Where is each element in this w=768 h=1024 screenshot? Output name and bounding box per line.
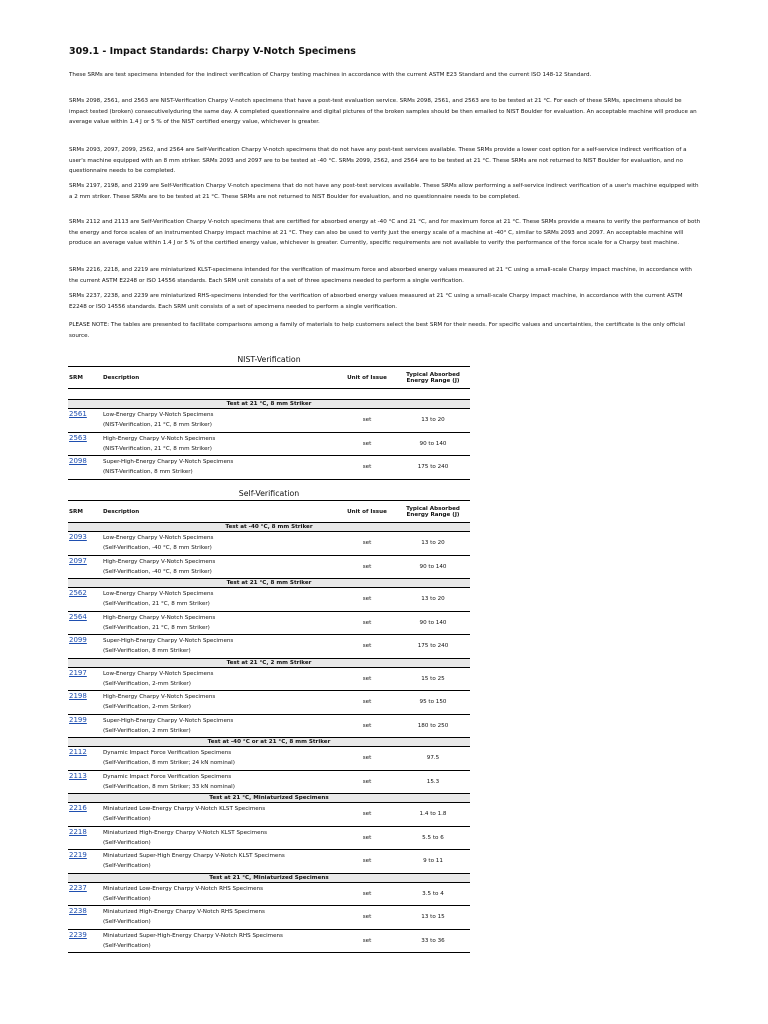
description-text: High-Energy Charpy V-Notch Specimens — [103, 614, 216, 621]
srm-column-header: SRM — [68, 367, 102, 389]
description-text: Super-High-Energy Charpy V-Notch Specimens — [103, 717, 234, 724]
intro-paragraph: These SRMs are test specimens intended for the indirect verification of Charpy testing machines in accordance with the current ASTM E23 Standard and the current ISO 148-12 Standard. — [69, 72, 592, 78]
description-text: Super-High-Energy Charpy V-Notch Specimens — [103, 638, 234, 645]
srm-link-2218[interactable]: 2218 — [69, 827, 87, 836]
energy-range-cell: 90 to 140 — [396, 432, 470, 456]
description-text: Low-Energy Charpy V-Notch Specimens — [103, 535, 214, 542]
description-cell — [102, 826, 338, 850]
description-column-header: Description — [102, 501, 338, 523]
unit-cell: set — [338, 409, 396, 433]
srm-cell — [68, 906, 102, 930]
unit-cell: set — [338, 432, 396, 456]
description-cell — [102, 691, 338, 715]
description-text: Miniaturized Super-High-Energy Charpy V-Notch RHS Specimens — [103, 932, 283, 939]
description-cell — [102, 714, 338, 738]
description-subtext: (Self-Verification, -40 °C, 8 mm Striker) — [103, 568, 212, 575]
description-subtext: (Self-Verification) — [103, 839, 151, 846]
please-note-paragraph: PLEASE NOTE: The tables are presented to facilitate comparisons among a family of materials to help customers select the best SRM for their needs. For specific values and uncertainties, the certificate is the only official source. — [69, 322, 685, 339]
rhs-paragraph: SRMs 2237, 2238, and 2239 are miniaturized RHS-specimens intended for the verification of absorbed energy values measured at 21 °C using a small-scale Charpy impact machine, in accordance with the current ASTM E2248 or ISO 14556 standards. Each SRM unit consists of a set of specimens needed to perform a single verification. — [69, 293, 683, 310]
description-subtext: (Self-Verification) — [103, 816, 151, 823]
srm-link-2112[interactable]: 2112 — [69, 748, 87, 756]
group-label: Test at 21 °C, 2 mm Striker — [68, 658, 470, 667]
description-text: Low-Energy Charpy V-Notch Specimens — [103, 670, 214, 677]
table-row — [68, 456, 470, 480]
table-row — [68, 714, 470, 738]
srm-link-2563[interactable]: 2563 — [69, 433, 87, 442]
energy-column-header: Typical Absorbed Energy Range (J) — [396, 501, 470, 523]
table-row — [68, 409, 470, 433]
table-row — [68, 826, 470, 850]
table-row — [68, 532, 470, 556]
srm-link-2097[interactable]: 2097 — [69, 556, 87, 565]
energy-range-cell: 13 to 20 — [396, 532, 470, 556]
energy-range-cell: 3.5 to 4 — [396, 882, 470, 906]
description-subtext: (NIST-Verification, 21 °C, 8 mm Striker) — [103, 422, 212, 429]
description-cell — [102, 456, 338, 480]
description-cell — [102, 555, 338, 579]
description-cell — [102, 803, 338, 827]
description-subtext: (Self-Verification, 21 °C, 8 mm Striker) — [103, 601, 210, 608]
group-header-row — [68, 523, 470, 532]
srm-link-2093[interactable]: 2093 — [69, 533, 87, 541]
energy-range-cell: 13 to 20 — [396, 409, 470, 433]
unit-cell: set — [338, 850, 396, 874]
group-label: Test at -40 °C, 8 mm Striker — [68, 523, 470, 532]
description-text: Low-Energy Charpy V-Notch Specimens — [103, 412, 214, 419]
srm-link-2199[interactable]: 2199 — [69, 715, 87, 724]
description-cell — [102, 770, 338, 794]
group-header-row — [68, 873, 470, 882]
table-row — [68, 906, 470, 930]
description-cell — [102, 409, 338, 433]
energy-range-cell: 180 to 250 — [396, 714, 470, 738]
description-text: Miniaturized High-Energy Charpy V-Notch KLST Specimens — [103, 829, 268, 836]
description-text: Super-High-Energy Charpy V-Notch Specimens — [103, 459, 234, 466]
description-subtext: (Self-Verification, 8 mm Striker; 24 kN nominal) — [103, 760, 235, 767]
srm-cell — [68, 456, 102, 480]
srm-cell — [68, 409, 102, 433]
energy-range-cell: 13 to 20 — [396, 588, 470, 612]
srm-link-2113[interactable]: 2113 — [69, 771, 87, 780]
energy-range-cell: 97.5 — [396, 747, 470, 771]
nist-verification-table-block — [68, 354, 470, 480]
group-label: Test at 21 °C, 8 mm Striker — [68, 579, 470, 588]
nist-verification-paragraph: SRMs 2098, 2561, and 2563 are NIST-Verification Charpy V-notch specimens that have a post-test evaluation service. SRMs 2098, 2561, and 2563 are to be tested at 21 °C. For each of these SRMs, specimens should be impact tested (broken) consecutivelyduring the same day. A completed questionnaire and digital pictures of the broken samples should be then emailed to NIST Boulder for evaluation. An acceptable machine will produce an average value within 1.4 J or 5 % of the NIST certified energy value, whichever is greater. — [69, 98, 697, 126]
unit-cell: set — [338, 611, 396, 635]
unit-cell: set — [338, 803, 396, 827]
description-subtext: (Self-Verification) — [103, 919, 151, 926]
group-header-row — [68, 400, 470, 409]
unit-cell: set — [338, 691, 396, 715]
energy-range-cell: 15.3 — [396, 770, 470, 794]
unit-cell: set — [338, 555, 396, 579]
description-text: Miniaturized Low-Energy Charpy V-Notch RHS Specimens — [103, 885, 264, 892]
description-text: Dynamic Impact Force Verification Specimens — [103, 750, 232, 757]
unit-column-header: Unit of Issue — [338, 501, 396, 523]
energy-range-cell: 9 to 11 — [396, 850, 470, 874]
description-cell — [102, 906, 338, 930]
description-text: Dynamic Impact Force Verification Specimens — [103, 773, 232, 780]
srm-link-2098[interactable]: 2098 — [69, 457, 87, 465]
description-text: High-Energy Charpy V-Notch Specimens — [103, 435, 216, 442]
description-subtext: (Self-Verification, 8 mm Striker) — [103, 648, 191, 655]
unit-cell: set — [338, 906, 396, 930]
table-spacer-row — [68, 389, 470, 400]
description-text: Miniaturized Super-High Energy Charpy V-Notch KLST Specimens — [103, 853, 285, 860]
description-subtext: (NIST-Verification, 8 mm Striker) — [103, 469, 193, 476]
description-cell — [102, 667, 338, 691]
srm-cell — [68, 588, 102, 612]
unit-cell: set — [338, 770, 396, 794]
unit-column-header: Unit of Issue — [338, 367, 396, 389]
table-row — [68, 850, 470, 874]
table-row — [68, 555, 470, 579]
self-verification-table — [68, 500, 470, 953]
srm-cell — [68, 850, 102, 874]
description-text: High-Energy Charpy V-Notch Specimens — [103, 694, 216, 701]
srm-cell — [68, 770, 102, 794]
srm-cell — [68, 747, 102, 771]
description-subtext: (Self-Verification, 2-mm Striker) — [103, 704, 191, 711]
description-cell — [102, 882, 338, 906]
table-row — [68, 611, 470, 635]
unit-cell: set — [338, 667, 396, 691]
energy-range-cell: 1.4 to 1.8 — [396, 803, 470, 827]
description-text: Low-Energy Charpy V-Notch Specimens — [103, 591, 214, 598]
table-row — [68, 929, 470, 953]
self-verification-2mm-paragraph: SRMs 2197, 2198, and 2199 are Self-Verification Charpy V-notch specimens that do not have any post-test services available. These SRMs allow performing a self-service indirect verification of a user's machine equipped with a 2 mm striker. These SRMs are to be tested at 21 °C. These SRMs are not returned to NIST Boulder for evaluation, and no questionnaire needs to be completed. — [69, 183, 699, 200]
srm-cell — [68, 714, 102, 738]
srm-link-2239[interactable]: 2239 — [69, 930, 87, 939]
description-subtext: (Self-Verification, -40 °C, 8 mm Striker) — [103, 545, 212, 552]
description-subtext: (Self-Verification) — [103, 895, 151, 902]
description-text: Miniaturized High-Energy Charpy V-Notch RHS Specimens — [103, 909, 265, 916]
srm-cell — [68, 635, 102, 659]
description-cell — [102, 929, 338, 953]
description-cell — [102, 635, 338, 659]
self-verification-8mm-paragraph: SRMs 2093, 2097, 2099, 2562, and 2564 are Self-Verification Charpy V-notch specimens that do not have any post-test services available. These SRMs provide a lower cost option for a self-service indirect verification of a user's machine equipped with an 8 mm striker. SRMs 2093 and 2097 are to be tested at -40 °C. SRMs 2099, 2562, and 2564 are to be tested at 21 °C. These SRMs are not returned to NIST Boulder for evaluation, and no questionnaire needs to be completed. — [69, 147, 687, 175]
unit-cell: set — [338, 532, 396, 556]
description-cell — [102, 747, 338, 771]
description-subtext: (Self-Verification, 21 °C, 8 mm Striker) — [103, 624, 210, 631]
srm-link-2564[interactable]: 2564 — [69, 612, 87, 621]
srm-cell — [68, 929, 102, 953]
energy-range-cell: 5.5 to 6 — [396, 826, 470, 850]
table-header-row — [68, 501, 470, 523]
unit-cell: set — [338, 882, 396, 906]
group-label: Test at -40 °C or at 21 °C, 8 mm Striker — [68, 738, 470, 747]
srm-link-2238[interactable]: 2238 — [69, 907, 87, 915]
self-table-title: Self-Verification — [238, 489, 300, 498]
self-verification-table-block — [68, 488, 470, 953]
description-cell — [102, 588, 338, 612]
energy-column-header: Typical Absorbed Energy Range (J) — [396, 367, 470, 389]
description-subtext: (Self-Verification, 2-mm Striker) — [103, 680, 191, 687]
force-verification-paragraph: SRMs 2112 and 2113 are Self-Verification Charpy V-notch specimens that are certified for absorbed energy at -40 °C and 21 °C, and for maximum force at 21 °C. These SRMs provide a means to verify the performance of both the energy and force scales of an instrumented Charpy impact machine at 21 °C. They can also be used to verify just the energy scale of a machine at -40° C, similar to SRMs 2093 and 2097. An acceptable machine will produce an average value within 1.4 J or 5 % of the certified energy value, whichever is greater. Currently, specific requirements are not available to verify the performance of the force scale for a Charpy test machine. — [69, 219, 701, 247]
table-row — [68, 747, 470, 771]
table-row — [68, 803, 470, 827]
unit-cell: set — [338, 714, 396, 738]
table-row — [68, 770, 470, 794]
description-cell — [102, 850, 338, 874]
description-text: Miniaturized Low-Energy Charpy V-Notch KLST Specimens — [103, 806, 266, 813]
description-cell — [102, 611, 338, 635]
srm-cell — [68, 803, 102, 827]
srm-cell — [68, 432, 102, 456]
energy-range-cell: 15 to 25 — [396, 667, 470, 691]
unit-cell: set — [338, 747, 396, 771]
group-label: Test at 21 °C, 8 mm Striker — [68, 400, 470, 409]
srm-cell — [68, 611, 102, 635]
table-row — [68, 635, 470, 659]
energy-range-cell: 33 to 36 — [396, 929, 470, 953]
page-title: 309.1 - Impact Standards: Charpy V-Notch Specimens — [69, 46, 356, 57]
group-label: Test at 21 °C, Miniaturized Specimens — [68, 794, 470, 803]
srm-cell — [68, 826, 102, 850]
srm-link-2237[interactable]: 2237 — [69, 883, 87, 892]
unit-cell: set — [338, 588, 396, 612]
table-header-row — [68, 367, 470, 389]
srm-cell — [68, 691, 102, 715]
srm-cell — [68, 882, 102, 906]
srm-column-header: SRM — [68, 501, 102, 523]
srm-link-2562[interactable]: 2562 — [69, 589, 87, 597]
description-subtext: (Self-Verification) — [103, 863, 151, 870]
unit-cell: set — [338, 456, 396, 480]
group-header-row — [68, 658, 470, 667]
unit-cell: set — [338, 635, 396, 659]
description-subtext: (Self-Verification, 2 mm Striker) — [103, 727, 191, 734]
table-row — [68, 882, 470, 906]
srm-link-2561[interactable]: 2561 — [69, 410, 87, 418]
description-text: High-Energy Charpy V-Notch Specimens — [103, 558, 216, 565]
nist-verification-table — [68, 366, 470, 480]
description-subtext: (Self-Verification, 8 mm Striker; 33 kN nominal) — [103, 783, 235, 790]
srm-link-2219[interactable]: 2219 — [69, 851, 87, 859]
energy-range-cell: 95 to 150 — [396, 691, 470, 715]
description-cell — [102, 532, 338, 556]
energy-range-cell: 175 to 240 — [396, 635, 470, 659]
srm-link-2198[interactable]: 2198 — [69, 692, 87, 700]
table-row — [68, 588, 470, 612]
klst-paragraph: SRMs 2216, 2218, and 2219 are miniaturized KLST-specimens intended for the verification of maximum force and absorbed energy values measured at 21 °C using a small-scale Charpy impact machine, in accordance with the current ASTM E2248 or ISO 14556 standards. Each SRM unit consists of a set of three specimens needed to perform a single verification. — [69, 267, 692, 284]
energy-range-cell: 13 to 15 — [396, 906, 470, 930]
srm-cell — [68, 555, 102, 579]
description-subtext: (Self-Verification) — [103, 942, 151, 949]
energy-range-cell: 90 to 140 — [396, 555, 470, 579]
description-column-header: Description — [102, 367, 338, 389]
srm-link-2099[interactable]: 2099 — [69, 636, 87, 644]
srm-cell — [68, 532, 102, 556]
nist-table-title: NIST-Verification — [237, 355, 301, 364]
srm-link-2216[interactable]: 2216 — [69, 804, 87, 812]
table-row — [68, 691, 470, 715]
table-row — [68, 432, 470, 456]
unit-cell: set — [338, 826, 396, 850]
srm-link-2197[interactable]: 2197 — [69, 668, 87, 677]
description-cell — [102, 432, 338, 456]
group-header-row — [68, 794, 470, 803]
table-row — [68, 667, 470, 691]
group-header-row — [68, 579, 470, 588]
unit-cell: set — [338, 929, 396, 953]
srm-cell — [68, 667, 102, 691]
energy-range-cell: 175 to 240 — [396, 456, 470, 480]
group-label: Test at 21 °C, Miniaturized Specimens — [68, 873, 470, 882]
energy-range-cell: 90 to 140 — [396, 611, 470, 635]
spacer-cell — [68, 389, 470, 400]
description-subtext: (NIST-Verification, 21 °C, 8 mm Striker) — [103, 445, 212, 452]
group-header-row — [68, 738, 470, 747]
